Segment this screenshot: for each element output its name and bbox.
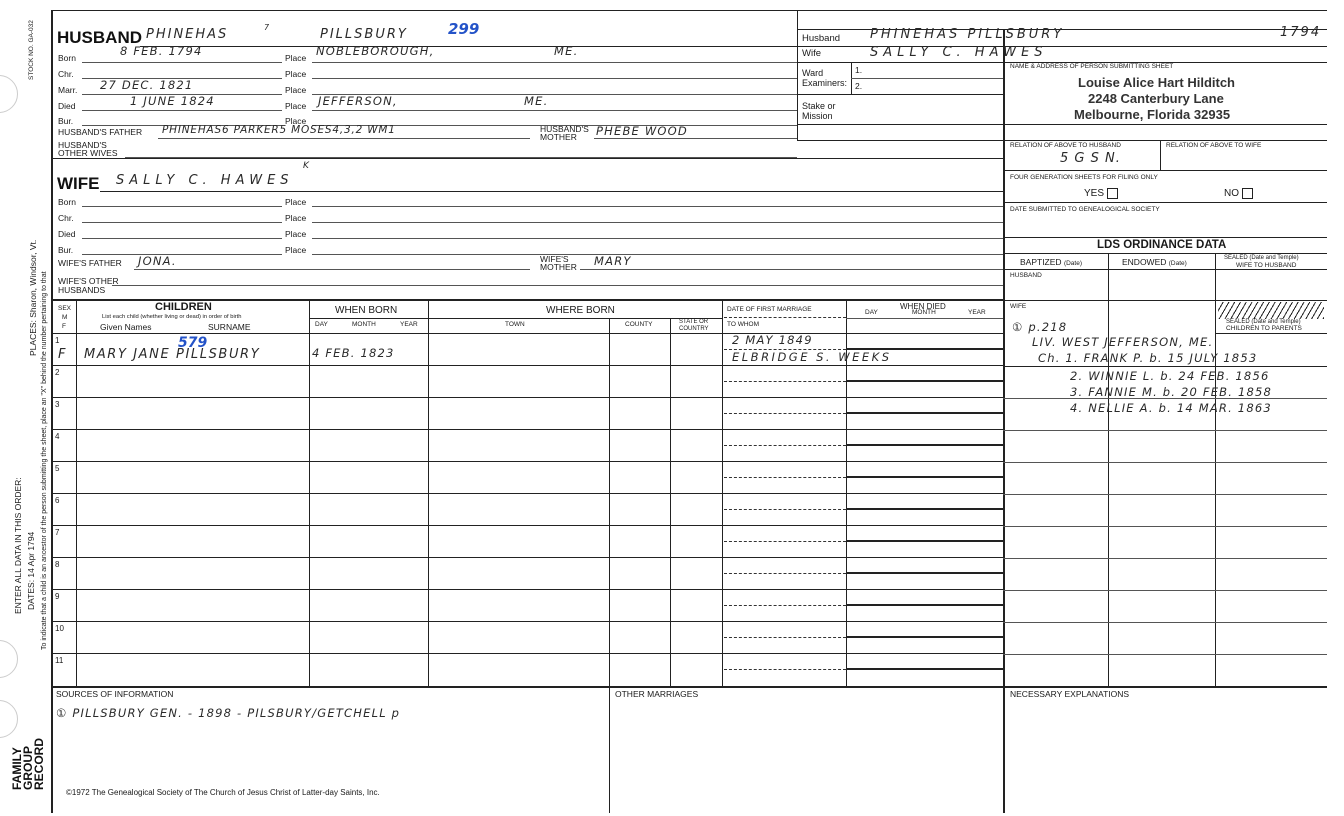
side-order: ENTER ALL DATA IN THIS ORDER:: [13, 477, 23, 614]
town-label: TOWN: [505, 321, 525, 328]
necessary-explanations-label: NECESSARY EXPLANATIONS: [1010, 689, 1130, 699]
lds-wife-label: WIFE: [1010, 303, 1027, 310]
husbands-mother-label-1: HUSBAND'S: [540, 124, 589, 134]
sealed-children-label-2: CHILDREN TO PARENTS: [1226, 325, 1302, 332]
children-note: List each child (whether living or dead) in order of birth: [102, 314, 242, 320]
lds-baptized-label: [1020, 258, 1082, 268]
child-1-name: MARY JANE PILLSBURY: [84, 347, 261, 362]
sealed-wife-label-2: WIFE TO HUSBAND: [1236, 262, 1297, 269]
baptized-date-hint: (Date): [1063, 260, 1082, 267]
row-number: 3: [55, 400, 60, 409]
husbands-other-wives-label-2: OTHER WIVES: [58, 148, 118, 158]
husbands-father-label: HUSBAND'S FATHER: [58, 127, 143, 137]
husband-marr-label: Marr.: [58, 85, 78, 95]
husband-surname: PILLSBURY: [320, 27, 408, 42]
born-month-label: MONTH: [352, 321, 376, 328]
given-names-label: Given Names: [100, 322, 152, 332]
copyright: ©1972 The Genealogical Society of The Church of Jesus Christ of Latter-day Saints, Inc.: [66, 788, 380, 797]
born-year-label: YEAR: [400, 321, 418, 328]
wife-died-label: Died: [58, 229, 76, 239]
husband-chr-place-label: Place: [285, 69, 307, 79]
wife-bur-place-label: Place: [285, 245, 307, 255]
sources-value: ① PILLSBURY GEN. - 1898 - PILSBURY/GETCHELL p: [56, 706, 401, 720]
other-marriages-label: OTHER MARRIAGES: [615, 689, 699, 699]
wifes-mother-label-1: WIFE'S: [540, 254, 569, 264]
husbands-mother-value: PHEBE WOOD: [596, 124, 688, 138]
sex-f-label: F: [62, 323, 66, 330]
first-marriage-label: DATE OF FIRST MARRIAGE: [727, 306, 812, 313]
examiners-label: Examiners:: [802, 78, 848, 88]
yes-label: YES: [1084, 188, 1105, 200]
wifes-father-label: WIFE'S FATHER: [58, 258, 122, 268]
examiner-2: 2.: [855, 81, 863, 91]
husband-died-place: JEFFERSON,: [318, 94, 398, 108]
side-instruction: To indicate that a child is an ancestor of the person submitting the sheet, place an "X" behind the number pertaining to that: [41, 271, 48, 650]
no-label: NO: [1224, 188, 1239, 200]
husbands-mother-label-2: MOTHER: [540, 132, 577, 142]
husband-died-date: 1 JUNE 1824: [130, 94, 215, 108]
died-day-label: DAY: [865, 309, 878, 316]
husband-died-state: ME.: [524, 94, 549, 108]
sex-m-label: M: [62, 314, 68, 321]
husband-born-label: Born: [58, 53, 76, 63]
stake-label-2: Mission: [802, 111, 833, 121]
child-1-marriage-date: 2 MAY 1849: [732, 333, 813, 347]
sources-label: SOURCES OF INFORMATION: [56, 689, 174, 699]
children-heading: CHILDREN: [155, 301, 212, 313]
lds-wife-ref: ① p.218: [1012, 320, 1068, 334]
when-born-label: WHEN BORN: [335, 305, 398, 316]
side-dates: DATES: 14 Apr 1794: [26, 531, 36, 610]
yes-option[interactable]: [1084, 188, 1118, 199]
lds-husband-label: HUSBAND: [1010, 272, 1042, 279]
state-label-1: STATE OR: [679, 319, 709, 325]
wife-born-place-label: Place: [285, 197, 307, 207]
no-option[interactable]: [1224, 188, 1253, 199]
row-number: 2: [55, 368, 60, 377]
four-gen-label: FOUR GENERATION SHEETS FOR FILING ONLY: [1010, 174, 1158, 181]
row-number: 4: [55, 432, 60, 441]
endowed-date-hint: (Date): [1168, 260, 1187, 267]
date-submitted-label: DATE SUBMITTED TO GENEALOGICAL SOCIETY: [1010, 206, 1160, 213]
husband-given-sup: 7: [264, 23, 271, 32]
husband-given-name: PHINEHAS: [146, 27, 229, 42]
husband-born-date: 8 FEB. 1794: [120, 44, 203, 58]
row-number: 8: [55, 560, 60, 569]
to-whom-label: TO WHOM: [727, 321, 760, 328]
husband-born-place: NOBLEBOROUGH,: [316, 44, 435, 58]
submitter-label: NAME & ADDRESS OF PERSON SUBMITTING SHEET: [1010, 63, 1174, 70]
relation-husband-label: RELATION OF ABOVE TO HUSBAND: [1010, 142, 1121, 149]
husband-heading: HUSBAND: [57, 28, 142, 47]
sealed-wife-label-1: SEALED (Date and Temple): [1224, 255, 1299, 261]
lds-endowed-label: [1122, 258, 1187, 268]
wife-died-place-label: Place: [285, 229, 307, 239]
state-label-2: COUNTRY: [679, 326, 709, 332]
where-born-label: WHERE BORN: [546, 305, 615, 316]
husband-chr-label: Chr.: [58, 69, 74, 79]
husband-bur-label: Bur.: [58, 116, 74, 126]
wife-name: SALLY C. HAWES: [116, 173, 294, 188]
child-1-spouse: ELBRIDGE S. WEEKS: [732, 350, 892, 364]
row-number: 6: [55, 496, 60, 505]
baptized-text: BAPTIZED: [1020, 257, 1062, 267]
child-1-born: 4 FEB. 1823: [312, 346, 395, 360]
lds-note-2: Ch. 1. FRANK P. b. 15 JULY 1853: [1038, 351, 1258, 365]
row-number: 11: [55, 656, 64, 665]
row-number: 9: [55, 592, 60, 601]
husband-born-state: ME.: [554, 44, 579, 58]
husbands-other-wives-label-1: HUSBAND'S: [58, 140, 107, 150]
punch-hole-middle: [0, 640, 18, 678]
lds-title: LDS ORDINANCE DATA: [1097, 239, 1227, 251]
wife-bur-label: Bur.: [58, 245, 74, 255]
lds-note-3: 2. WINNIE L. b. 24 FEB. 1856: [1070, 369, 1270, 383]
submitter-street: 2248 Canterbury Lane: [1088, 91, 1224, 106]
wife-heading: WIFE: [57, 174, 100, 193]
row-number: 1: [55, 336, 60, 345]
endowed-text: ENDOWED: [1122, 257, 1167, 267]
hatched-area: [1218, 302, 1324, 319]
no-checkbox[interactable]: [1242, 188, 1253, 199]
punch-hole-top: [0, 75, 18, 113]
husband-bur-place-label: Place: [285, 116, 307, 126]
row-number: 5: [55, 464, 60, 473]
husbands-father-value: PHINEHAS6 PARKER5 MOSES4,3,2 WM1: [162, 124, 396, 136]
sealed-children-label-1: SEALED (Date and Temple): [1226, 319, 1301, 325]
wifes-father-value: JONA.: [138, 254, 177, 268]
husband-born-place-label: Place: [285, 53, 307, 63]
header-wife-label: Wife: [802, 48, 821, 59]
husband-marr-place-label: Place: [285, 85, 307, 95]
side-places: PLACES: Sharon, Windsor, Vt.: [28, 239, 38, 356]
husband-marr-date: 27 DEC. 1821: [100, 78, 194, 92]
died-month-label: MONTH: [912, 309, 936, 316]
lds-note-5: 4. NELLIE A. b. 14 MAR. 1863: [1070, 401, 1272, 415]
header-year: 1794: [1280, 25, 1322, 40]
wife-chr-place-label: Place: [285, 213, 307, 223]
row-number: 7: [55, 528, 60, 537]
husband-died-label: Died: [58, 101, 76, 111]
surname-label: SURNAME: [208, 322, 251, 332]
relation-wife-label: RELATION OF ABOVE TO WIFE: [1166, 142, 1262, 149]
header-husband-name: PHINEHAS PILLSBURY: [870, 27, 1065, 42]
submitter-city: Melbourne, Florida 32935: [1074, 107, 1231, 122]
when-died-label: WHEN DIED: [900, 302, 946, 311]
wifes-other-husbands-label-1: WIFE'S OTHER: [58, 276, 119, 286]
ward-label: Ward: [802, 68, 824, 78]
wifes-mother-value: MARY: [594, 254, 632, 268]
child-1-id: 579: [178, 335, 208, 351]
husband-died-place-label: Place: [285, 101, 307, 111]
wife-chr-label: Chr.: [58, 213, 74, 223]
child-1-sex: F: [58, 347, 68, 362]
stock-number: STOCK NO. GA-032: [28, 20, 35, 80]
relation-husband-value: 5 G S N.: [1060, 151, 1121, 166]
examiner-1: 1.: [855, 65, 863, 75]
wifes-mother-label-2: MOTHER: [540, 262, 577, 272]
wifes-other-husbands-label-2: HUSBANDS: [58, 285, 106, 295]
lds-note-1: LIV. WEST JEFFERSON, ME.: [1032, 335, 1214, 349]
lds-note-4: 3. FANNIE M. b. 20 FEB. 1858: [1070, 385, 1273, 399]
wife-born-label: Born: [58, 197, 76, 207]
died-year-label: YEAR: [968, 309, 986, 316]
county-label: COUNTY: [625, 321, 653, 328]
row-number: 10: [55, 624, 64, 633]
yes-checkbox[interactable]: [1107, 188, 1118, 199]
header-wife-name: SALLY C. HAWES: [870, 45, 1048, 60]
sex-label: SEX: [58, 305, 72, 312]
husband-id-number: 299: [448, 20, 480, 38]
family-group-record-title: FAMILY GROUP RECORD: [10, 737, 46, 790]
stake-label-1: Stake or: [802, 101, 836, 111]
submitter-name: Louise Alice Hart Hilditch: [1078, 75, 1235, 90]
header-husband-label: Husband: [802, 33, 841, 44]
born-day-label: DAY: [315, 321, 328, 328]
wife-name-mark: K: [303, 161, 311, 171]
